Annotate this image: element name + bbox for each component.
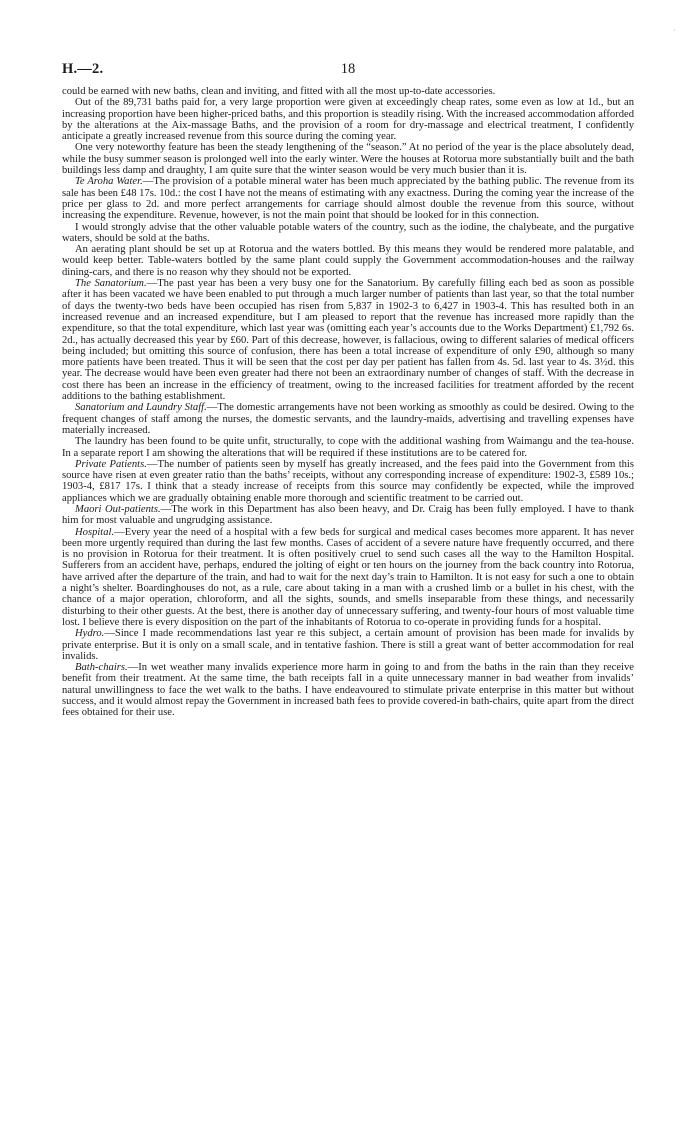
section-heading: The Sanatorium. [75, 278, 147, 290]
paragraph: Out of the 89,731 baths paid for, a very large proportion were given at exceedingly cheap rates, some even as low at 1d., but an increasing proportion have been higher-priced baths, and this proportion is steadily rising. With the increased accommodation afforded by the alterations at the Aix-massage Baths, and the provision of a room for dry-massage and electrical treatment, I confidently anticipate a greatly increased revenue from this source during the coming year. [62, 97, 634, 143]
paragraph: The laundry has been found to be quite unfit, structurally, to cope with the additional washing from Waimangu and the tea-house. In a separate report I am showing the alterations that will be required if these institutions are to be catered for. [62, 436, 634, 459]
paragraph: I would strongly advise that the other valuable potable waters of the country, such as the iodine, the chalybeate, and the purgative waters, should be sold at the baths. [62, 221, 634, 244]
section-heading: Private Patients. [75, 458, 147, 470]
paragraph: An aerating plant should be set up at Rotorua and the waters bottled. By this means they would be rendered more palatable, and would keep better. Table-waters bottled by the same plant could supply the Government accommodation-houses and the railway dining-cars, and there is no reason why they should not be exported. [62, 244, 634, 278]
report-body [62, 86, 634, 719]
page-header [62, 61, 634, 79]
paragraph-hospital: Hospital.—Every year the need of a hospital with a few beds for surgical and medical cases becomes more apparent. It has never been more urgently required than during the last few months. Cases of accident of a severe nature have frequently occurred, and there is no provision in Rotorua for their treatment. It is often positively cruel to send such cases all the way to the Hamilton Hospital. Sufferers from an accident have, perhaps, endured the jolting of eight or ten hours on the journey from the back country into Rotorua, have arrived after the departure of the train, and had to wait for the next day’s train to Hamilton. It is not easy for such a one to obtain a night’s shelter. Boardinghouses do not, as a rule, care about taking in a man with a crushed limb or a bullet in his chest, with the chance of a major operation, chloroform, and all the sights, sounds, and smells inseparable from these things, and necessarily disturbing to their other guests. At the best, there is another day of unnecessary suffering, and twenty-four hours of most valuable time lost. I believe there is every disposition on the part of the inhabitants of Rotorua to co-operate in providing funds for a hospital. [62, 526, 634, 628]
section-heading: Hydro. [75, 628, 105, 640]
section-heading: Hospital. [75, 526, 115, 538]
paragraph: One very noteworthy feature has been the steady lengthening of the “season.” At no period of the year is the place absolutely dead, while the busy summer season is prolonged well into the early winter. Were the houses at Rotorua more substantially built and the bath buildings less damp and draughty, I am quite sure that the winter season would be very much busier than it is. [62, 142, 634, 177]
page-number: 18 [340, 61, 356, 77]
paragraph-staff: Sanatorium and Laundry Staff.—The domestic arrangements have not been working as smoothly as could be desired. Owing to the frequent changes of staff among the nurses, the domestic servants, and the laundry-maids, advertising and travelling expenses have materially increased. [62, 402, 634, 436]
paragraph-sanatorium: The Sanatorium.—The past year has been a very busy one for the Sanatorium. By carefully filling each bed as soon as possible after it has been vacated we have been enabled to put through a much larger number of patients than last year, so that the total number of days the twenty-two beds have been occupied has risen from 5,837 in 1902-3 to 6,427 in 1903-4. This has resulted both in an increased revenue and an increased expenditure, but I am pleased to report that the revenue has increased more rapidly than the expenditure, so that the total expenditure, which last year was (omitting each year’s accounts due to the Works Department) £1,792 6s. 2d., has actually decreased this year by £60. Part of this decrease, however, is fallacious, owing to different salaries of medical officers being included; but omitting this source of confusion, there has been a total increase of expenditure of only £90, although so many more patients have been treated. Thus it will be seen that the cost per day per patient has fallen from 4s. 5d. last year to 4s. 3½d. this year. The decrease would have been even greater had there not been an extraordinary number of changes of staff. With the decrease in cost there has been an increase in the efficiency of treatment, owing to the increased facilities for treatment afforded by the recent additions to the bathing establishment. [62, 278, 634, 403]
margin-mark: · [673, 26, 676, 35]
paragraph-te-aroha-water: Te Aroha Water.—The provision of a potable mineral water has been much appreciated by the bathing public. The revenue from its sale has been £48 17s. 10d.: the cost I have not the means of estimating with any exactness. During the coming year the increase of the price per glass to 2d. and more perfect arrangements for carriage should almost double the revenue from this source, without increasing the expenditure. Revenue, however, is not the main point that should be looked for in this connection. [62, 176, 634, 222]
section-heading: Sanatorium and Laundry Staff. [75, 402, 207, 414]
paragraph-hydro: Hydro.—Since I made recommendations last year re this subject, a certain amount of provision has been made for invalids by private enterprise. But it is only on a small scale, and in tentative fashion. There is still a great want of better accommodation for real invalids. [62, 628, 634, 662]
section-heading: Bath-chairs. [75, 662, 128, 674]
section-heading: Te Aroha Water. [75, 176, 143, 188]
document-reference: H.—2. [62, 61, 104, 77]
section-heading: Maori Out-patients. [75, 503, 161, 515]
paragraph-private-patients: Private Patients.—The number of patients seen by myself has greatly increased, and the fees paid into the Government from this source have risen at even greater ratio than the baths’ receipts, without any corresponding increase of expenditure: 1902-3, £589 10s.; 1903-4, £817 17s. I think that a steady increase of receipts from this source may confidently be expected, while the improved appliances which we are gradually obtaining enable more thorough and scientific treatment to be carried out. [62, 458, 634, 504]
paragraph: could be earned with new baths, clean and inviting, and fitted with all the most up-to-date accessories. [62, 86, 496, 97]
paragraph-bath-chairs: Bath-chairs.—In wet weather many invalids experience more harm in going to and from the baths in the rain than they receive benefit from their treatment. At the same time, the bath receipts fall in a quite unnecessary manner in bad weather from invalids’ natural unwillingness to face the wet walk to the baths. I have endeavoured to stimulate private enterprise in this matter but without success, and it would almost repay the Government in increased bath fees to provide covered-in bath-chairs, quite apart from the direct fees obtained for their use. [62, 662, 634, 719]
paragraph-maori-out-patients: Maori Out-patients.—The work in this Department has also been heavy, and Dr. Craig has been fully employed. I have to thank him for most valuable and ungrudging assistance. [62, 503, 634, 527]
